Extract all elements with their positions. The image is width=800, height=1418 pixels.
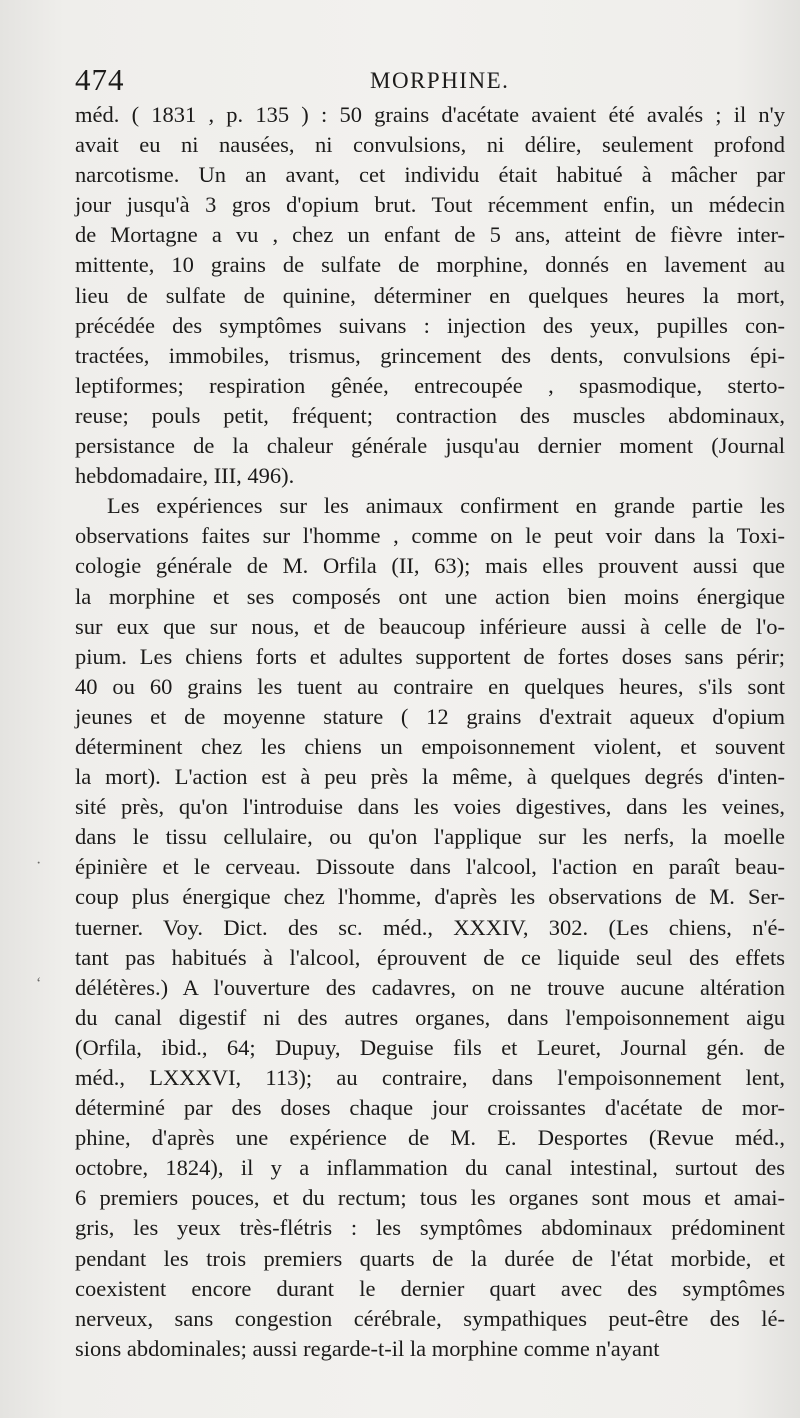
text-line: observations faites sur l'homme , comme on le peut voir dans la Toxi- xyxy=(75,523,785,549)
text-line: reuse; pouls petit, fréquent; contraction des muscles abdominaux, xyxy=(75,402,785,428)
page-number: 474 xyxy=(75,62,125,97)
text-line: narcotisme. Un an avant, cet individu était habitué à mâcher par xyxy=(75,162,785,188)
text-line: octobre, 1824), il y a inflammation du canal intestinal, surtout des xyxy=(75,1155,785,1181)
body-text xyxy=(75,100,785,1364)
text-line: la morphine et ses composés ont une action bien moins énergique xyxy=(75,583,785,609)
text-line: avait eu ni nausées, ni convulsions, ni délire, seulement profond xyxy=(75,132,785,158)
text-line: phine, d'après une expérience de M. E. Desportes (Revue méd., xyxy=(75,1125,785,1151)
text-line: leptiformes; respiration gênée, entrecoupée , spasmodique, sterto- xyxy=(75,372,785,398)
text-line: méd., LXXXVI, 113); au contraire, dans l'empoisonnement lent, xyxy=(75,1065,785,1090)
text-line: sité près, qu'on l'introduise dans les voies digestives, dans les veines, xyxy=(75,794,785,820)
text-line: la mort). L'action est à peu près la même, à quelques degrés d'inten- xyxy=(75,764,785,790)
text-line: coup plus énergique chez l'homme, d'après les observations de M. Ser- xyxy=(75,884,785,910)
text-line: hebdomadaire, III, 496). xyxy=(75,463,295,489)
text-line: tant pas habitués à l'alcool, éprouvent de ce liquide seul des effets xyxy=(75,944,785,970)
text-line: coexistent encore durant le dernier quart avec des symptômes xyxy=(75,1275,785,1301)
text-line: dans le tissu cellulaire, ou qu'on l'applique sur les nerfs, la moelle xyxy=(75,824,785,850)
page-header xyxy=(75,62,785,102)
text-line: gris, les yeux très-flétris : les symptômes abdominaux prédominent xyxy=(75,1215,785,1241)
text-line: tuerner. Voy. Dict. des sc. méd., XXXIV, 302. (Les chiens, n'é- xyxy=(75,914,785,940)
text-line: sions abdominales; aussi regarde-t-il la morphine comme n'ayant xyxy=(75,1335,660,1361)
text-line: du canal digestif ni des autres organes, dans l'empoisonnement aigu xyxy=(75,1004,785,1030)
text-line: déterminé par des doses chaque jour croissantes d'acétate de mor- xyxy=(75,1095,785,1121)
margin-tick: · xyxy=(36,855,42,872)
text-line: de Mortagne a vu , chez un enfant de 5 ans, atteint de fièvre inter- xyxy=(75,222,785,248)
margin-tick: ‘ xyxy=(36,975,42,992)
text-line: mittente, 10 grains de sulfate de morphine, donnés en lavement au xyxy=(75,252,785,278)
text-line: pendant les trois premiers quarts de la durée de l'état morbide, et xyxy=(75,1245,785,1271)
text-line: jour jusqu'à 3 gros d'opium brut. Tout récemment enfin, un médecin xyxy=(75,192,785,218)
text-line: déterminent chez les chiens un empoisonnement violent, et souvent xyxy=(75,733,785,759)
text-line: délétères.) A l'ouverture des cadavres, on ne trouve aucune altération xyxy=(75,974,785,1000)
text-line: tractées, immobiles, trismus, grincement des dents, convulsions épi- xyxy=(75,342,785,368)
text-line: 40 ou 60 grains les tuent au contraire en quelques heures, s'ils sont xyxy=(75,673,785,699)
text-line: (Orfila, ibid., 64; Dupuy, Deguise fils et Leuret, Journal gén. de xyxy=(75,1034,785,1060)
text-line: pium. Les chiens forts et adultes supportent de fortes doses sans périr; xyxy=(75,643,785,669)
running-head: MORPHINE. xyxy=(370,68,510,93)
text-line: persistance de la chaleur générale jusqu'au dernier moment (Journal xyxy=(75,433,785,459)
text-line: 6 premiers pouces, et du rectum; tous les organes sont mous et amai- xyxy=(75,1185,785,1211)
text-line: précédée des symptômes suivans : injection des yeux, pupilles con- xyxy=(75,312,785,338)
text-line: épinière et le cerveau. Dissoute dans l'alcool, l'action en paraît beau- xyxy=(75,854,785,880)
text-line: sur eux que sur nous, et de beaucoup inférieure aussi à celle de l'o- xyxy=(75,613,785,639)
text-line: nerveux, sans congestion cérébrale, sympathiques peut-être des lé- xyxy=(75,1305,785,1331)
text-line: cologie générale de M. Orfila (II, 63); mais elles prouvent aussi que xyxy=(75,553,785,579)
text-line: méd. ( 1831 , p. 135 ) : 50 grains d'acétate avaient été avalés ; il n'y xyxy=(75,102,785,127)
text-line: Les expériences sur les animaux confirment en grande partie les xyxy=(107,493,785,519)
text-line: lieu de sulfate de quinine, déterminer en quelques heures la mort, xyxy=(75,282,785,308)
text-line: jeunes et de moyenne stature ( 12 grains d'extrait aqueux d'opium xyxy=(75,703,785,729)
